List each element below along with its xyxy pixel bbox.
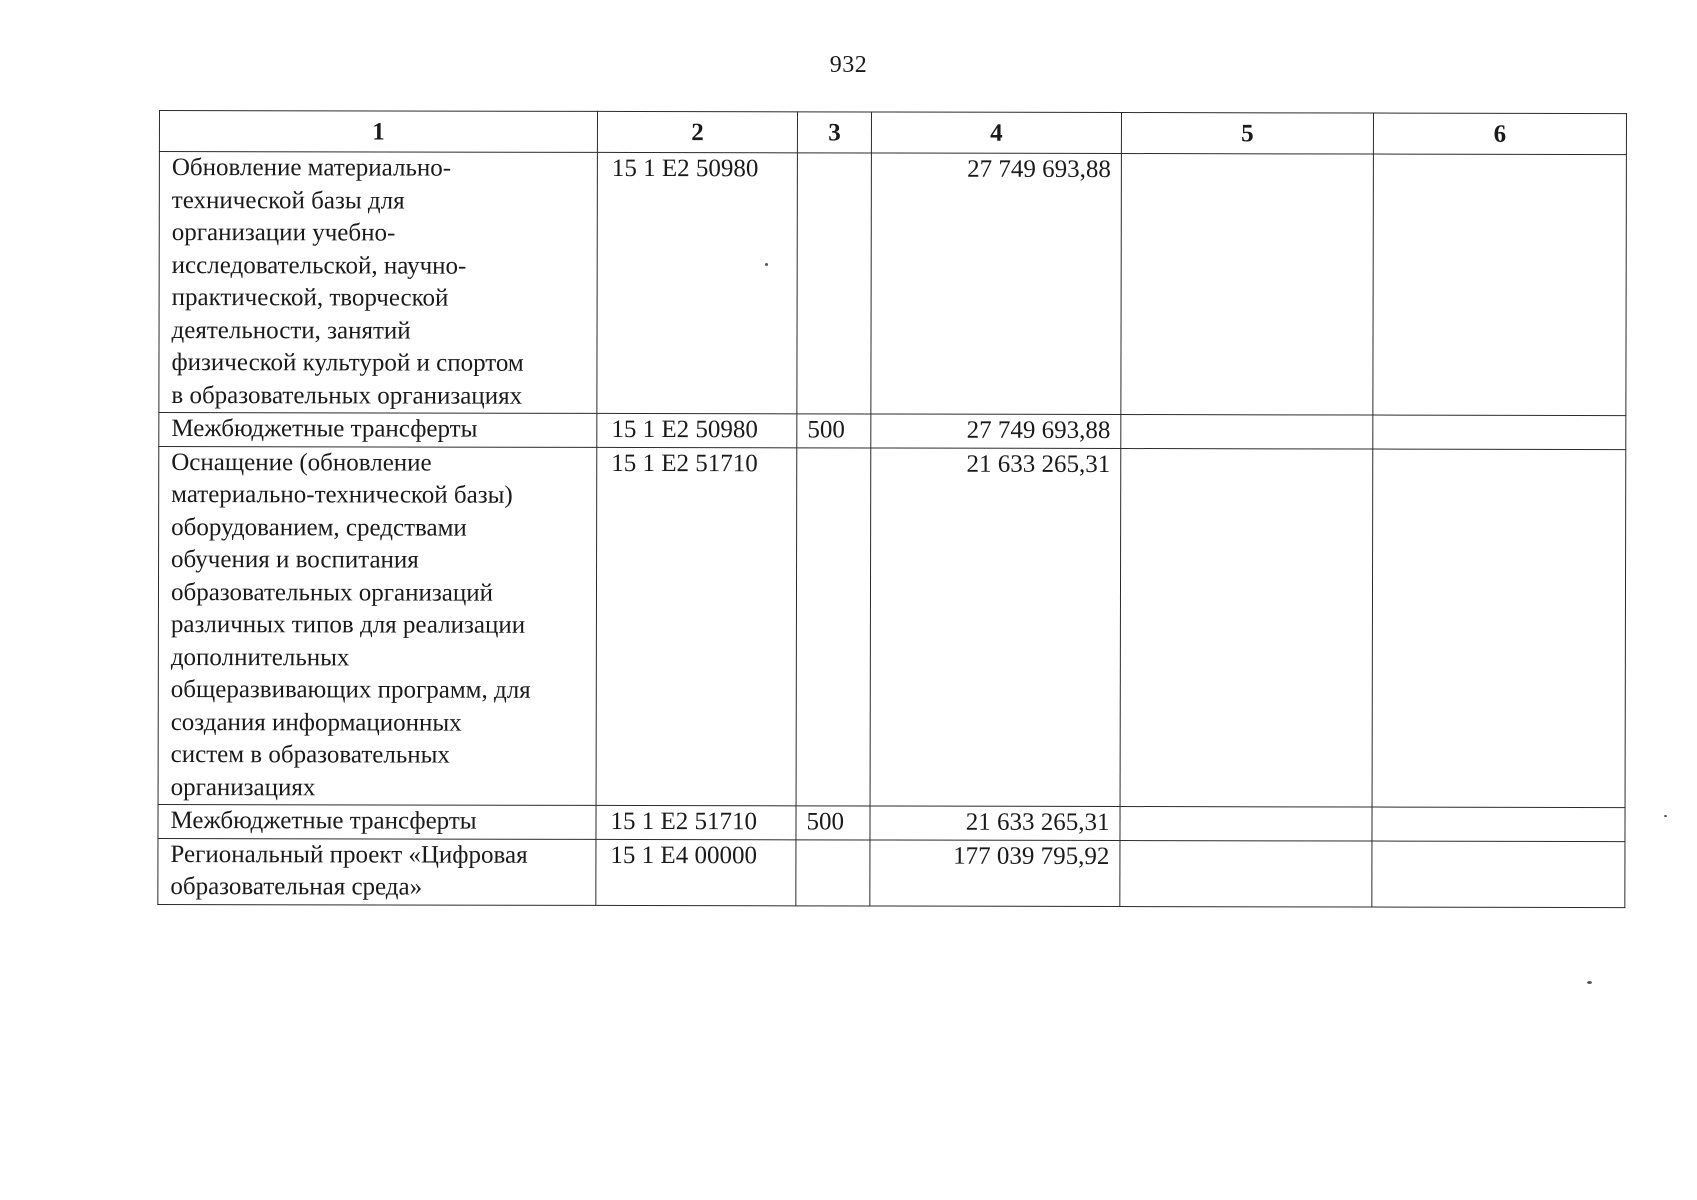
row-code-cell: 15 1 E2 51710: [596, 447, 797, 806]
row-name-line: технической базы для: [171, 186, 405, 215]
row-name-line: Межбюджетные трансферты: [171, 415, 478, 443]
scan-speck: [1664, 815, 1667, 817]
row-type-cell: 500: [797, 414, 871, 448]
row-code-cell: 15 1 E4 00000: [596, 839, 796, 905]
row-col5-cell: [1120, 807, 1372, 841]
header-col-4: 4: [871, 112, 1121, 154]
row-col5-cell: [1121, 415, 1373, 449]
row-col5-cell: [1121, 154, 1374, 416]
row-sum-cell: 27 749 693,88: [871, 414, 1121, 448]
row-col6-cell: [1372, 449, 1626, 808]
row-name-cell: [159, 413, 597, 447]
row-type-cell: [796, 839, 870, 905]
header-col-3: 3: [797, 112, 871, 153]
row-name-line: организации учебно-: [171, 219, 396, 247]
row-type-cell: [796, 447, 871, 806]
row-code-cell: 15 1 E2 50980: [597, 152, 798, 413]
budget-table: [157, 110, 1627, 908]
table-row: [159, 152, 1627, 416]
row-name-line: обучения и воспитания: [171, 546, 419, 574]
row-code-cell: 15 1 E2 50980: [597, 413, 797, 447]
row-name-line: деятельности, занятий: [171, 316, 411, 345]
row-name-line: дополнительных: [170, 643, 350, 671]
row-name-line: материально-технической базы): [171, 481, 513, 509]
scan-speck: [1587, 981, 1592, 984]
header-col-1: 1: [159, 111, 597, 153]
row-name-line: практической, творческой: [171, 284, 449, 312]
row-name-line: Обновление материально-: [171, 154, 452, 182]
row-col6-cell: [1372, 807, 1625, 841]
row-name-line: в образовательных организациях: [171, 381, 523, 410]
row-name-line: физической культурой и спортом: [171, 349, 524, 377]
header-col-2: 2: [597, 111, 797, 152]
table-row: [158, 838, 1625, 907]
row-col6-cell: [1373, 154, 1627, 416]
row-sum-cell: 27 749 693,88: [871, 153, 1122, 415]
row-sum-cell: 21 633 265,31: [870, 447, 1121, 806]
row-name-line: создания информационных: [170, 708, 462, 737]
header-col-5: 5: [1121, 113, 1373, 155]
row-sum-cell: 21 633 265,31: [870, 806, 1120, 840]
row-name-line: систем в образовательных: [170, 741, 450, 769]
row-name-line: образовательных организаций: [170, 578, 494, 607]
table-header: [159, 111, 1626, 155]
row-name-cell: [158, 804, 596, 838]
table-row: [158, 446, 1626, 808]
table-row: [159, 413, 1626, 450]
row-sum-cell: 177 039 795,92: [870, 839, 1120, 906]
page-number: 932: [829, 52, 868, 78]
row-name-line: образовательная среда»: [170, 873, 423, 901]
header-col-6: 6: [1373, 113, 1626, 155]
row-col5-cell: [1120, 448, 1373, 807]
row-col5-cell: [1120, 840, 1372, 907]
row-name-cell: [158, 838, 596, 905]
row-name-line: Региональный проект «Цифровая: [170, 840, 528, 869]
row-col6-cell: [1372, 841, 1625, 908]
header-row: [159, 111, 1626, 155]
row-name-cell: [159, 152, 598, 414]
row-type-cell: 500: [796, 806, 870, 840]
table-body: [158, 152, 1627, 908]
row-name-line: исследовательской, научно-: [171, 251, 467, 280]
table-row: [158, 804, 1625, 841]
row-name-line: различных типов для реализации: [170, 611, 526, 639]
row-name-line: оборудованием, средствами: [171, 513, 467, 542]
row-name-cell: [158, 446, 597, 805]
row-name-line: общеразвивающих программ, для: [170, 676, 531, 704]
row-name-line: Межбюджетные трансферты: [170, 807, 477, 835]
row-type-cell: [797, 153, 872, 414]
row-name-line: организациях: [170, 773, 316, 801]
scan-speck: [765, 263, 768, 266]
row-col6-cell: [1373, 415, 1626, 449]
row-name-line: Оснащение (обновление: [171, 448, 432, 477]
row-code-cell: 15 1 E2 51710: [596, 805, 796, 839]
